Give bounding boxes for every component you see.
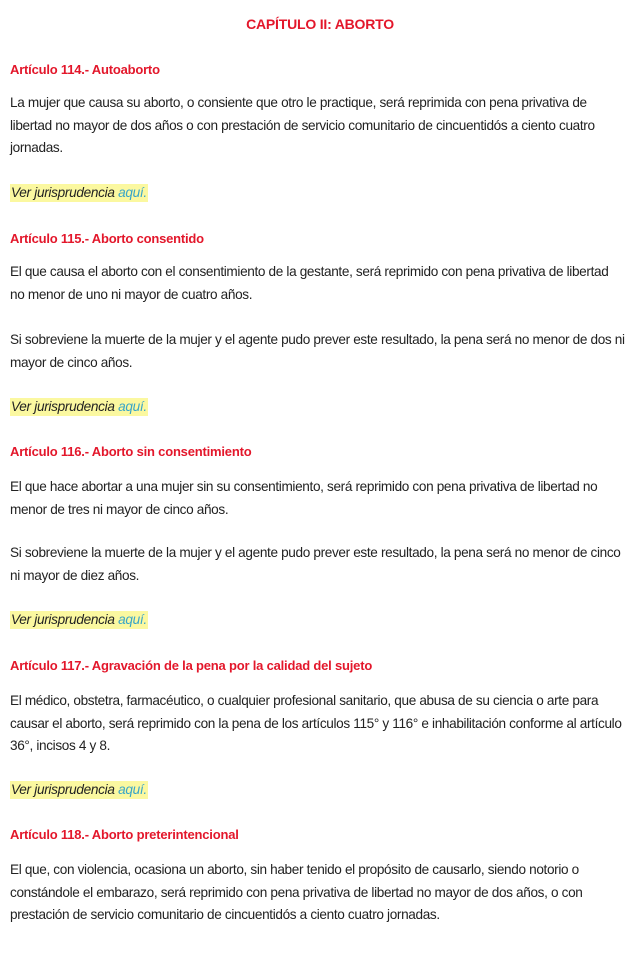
jurisprudence-117 (10, 781, 626, 799)
jurisprudence-label: Ver jurisprudencia (11, 612, 119, 627)
chapter-title: CAPÍTULO II: ABORTO (246, 16, 394, 32)
article-117-paragraph: El médico, obstetra, farmacéutico, o cualquier profesional sanitario, que abusa de su ciencia o arte para causar el aborto, será reprimido con la pena de los artículos 115° y 116° e inhabilitación conforme al artículo 36°, incisos 4 y 8. (10, 693, 622, 753)
article-118-paragraph: El que, con violencia, ocasiona un aborto, sin haber tenido el propósito de causarlo, siendo notorio o constándole el embarazo, será reprimido con pena privativa de libertad no mayor de dos años, o con prestación de servicio comunitario de cincuentidós a ciento cuatro jornadas. (10, 862, 583, 922)
jurisprudence-label: Ver jurisprudencia (11, 185, 119, 200)
jurisprudence-link[interactable]: aquí. (118, 612, 147, 627)
article-114-paragraph: La mujer que causa su aborto, o consiente que otro le practique, será reprimida con pena privativa de libertad no mayor de dos años o con prestación de servicio comunitario de cincuentidós a ciento cuatro jornadas. (10, 95, 595, 155)
jurisprudence-link[interactable]: aquí. (118, 399, 147, 414)
jurisprudence-link[interactable]: aquí. (118, 782, 147, 797)
article-117-heading: Artículo 117.- Agravación de la pena por la calidad del sujeto (10, 658, 373, 673)
jurisprudence-link[interactable]: aquí. (118, 185, 147, 200)
article-115-paragraph-2: Si sobreviene la muerte de la mujer y el agente pudo prever este resultado, la pena será no menor de dos ni mayor de cinco años. (10, 332, 625, 370)
article-115-paragraph-1: El que causa el aborto con el consentimiento de la gestante, será reprimido con pena privativa de libertad no menor de uno ni mayor de cuatro años. (10, 264, 609, 302)
article-116-heading: Artículo 116.- Aborto sin consentimiento (10, 444, 252, 459)
jurisprudence-label: Ver jurisprudencia (11, 782, 119, 797)
jurisprudence-label: Ver jurisprudencia (11, 399, 119, 414)
article-116-paragraph-2: Si sobreviene la muerte de la mujer y el agente pudo prever este resultado, la pena será no menor de cinco ni mayor de diez años. (10, 545, 621, 583)
article-118-heading: Artículo 118.- Aborto preterintencional (10, 827, 239, 842)
article-115-heading: Artículo 115.- Aborto consentido (10, 231, 204, 246)
jurisprudence-114 (10, 184, 626, 202)
article-116-paragraph-1: El que hace abortar a una mujer sin su consentimiento, será reprimido con pena privativa de libertad no menor de tres ni mayor de cinco años. (10, 479, 598, 517)
jurisprudence-115 (10, 398, 626, 416)
article-114-heading: Artículo 114.- Autoaborto (10, 62, 160, 77)
jurisprudence-116 (10, 611, 626, 629)
